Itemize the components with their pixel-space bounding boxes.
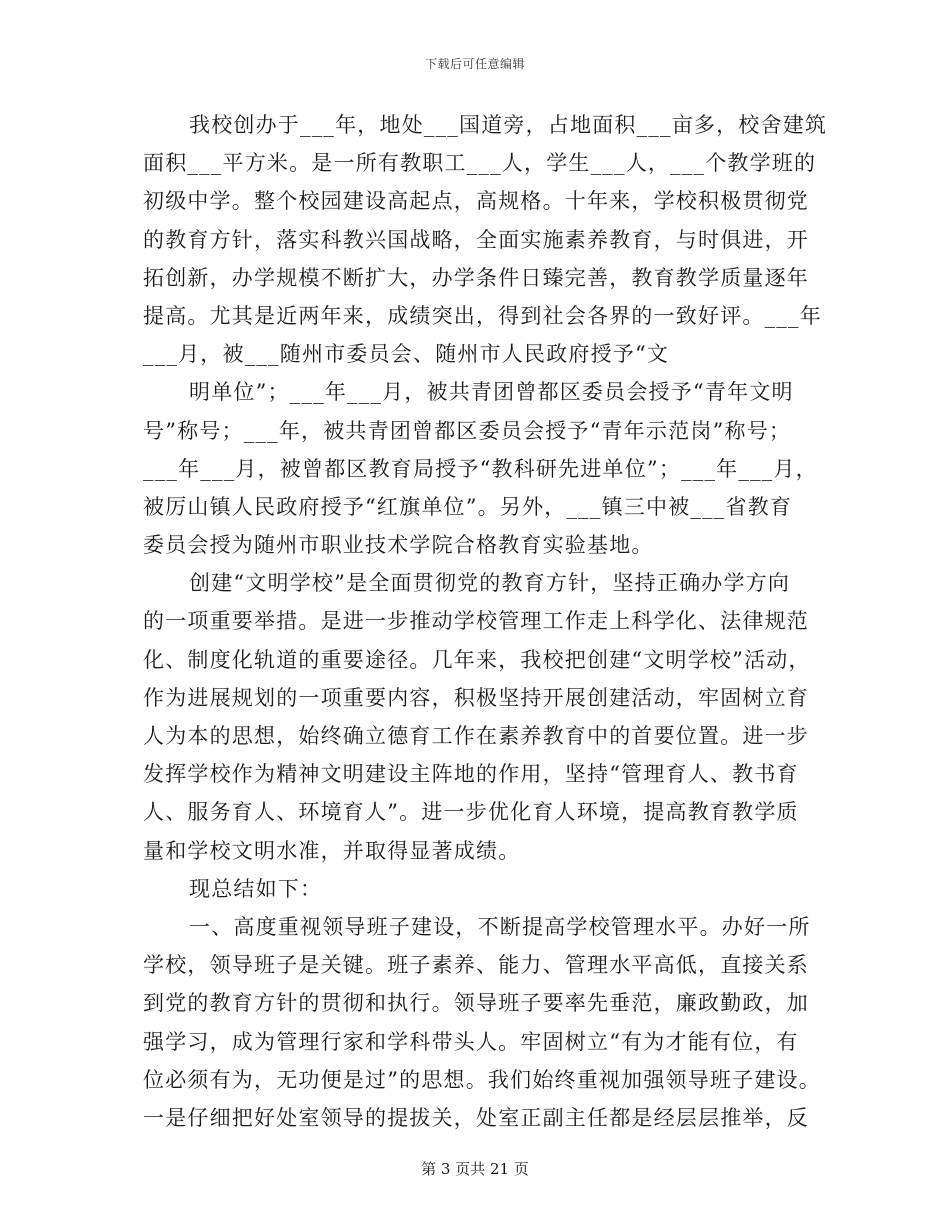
body-line: 化、制度化轨道的重要途径。几年来，我校把创建“文明学校”活动， xyxy=(143,647,811,672)
body-line: 明单位”；___年___月，被共青团曾都区委员会授予“青年文明 xyxy=(189,380,794,405)
document-body xyxy=(143,106,828,1137)
body-line: 现总结如下： xyxy=(189,876,323,901)
body-line: 量和学校文明水准，并取得显著成绩。 xyxy=(143,838,521,863)
body-line: 人为本的思想，始终确立德育工作在素养教育中的首要位置。进一步 xyxy=(143,724,809,748)
body-line: 的教育方针，落实科教兴国战略，全面实施素养教育，与时俱进，开 xyxy=(143,227,809,252)
body-line: ___年___月，被曾都区教育局授予“教科研先进单位”；___年___月， xyxy=(143,456,818,481)
body-line: 到党的教育方针的贯彻和执行。领导班子要率先垂范，廉政勤政，加 xyxy=(143,991,809,1016)
body-line: 提高。尤其是近两年来，成绩突出，得到社会各界的一致好评。___年 xyxy=(143,303,822,328)
body-line: 发挥学校作为精神文明建设主阵地的作用，坚持“管理育人、教书育 xyxy=(143,762,799,787)
body-line: 位必须有为，无功便是过”的思想。我们始终重视加强领导班子建设。 xyxy=(143,1067,821,1092)
body-line: 委员会授为随州市职业技术学院合格教育实验基地。 xyxy=(143,533,654,558)
body-line: 创建“文明学校”是全面贯彻党的教育方针，坚持正确办学方向 xyxy=(189,571,791,596)
page-header: 下载后可任意编辑 xyxy=(424,57,525,71)
page-footer: 第 3 页共 21 页 xyxy=(421,1160,529,1178)
body-line: 一是仔细把好处室领导的提拔关，处室正副主任都是经层层推举，反 xyxy=(143,1105,809,1130)
body-line: 被厉山镇人民政府授予“红旗单位”。另外，___镇三中被___省教育 xyxy=(143,494,793,519)
body-line: 面积___平方米。是一所有教职工___人，学生___人，___个教学班的 xyxy=(143,151,817,176)
body-line: 强学习，成为管理行家和学科带头人。牢固树立“有为才能有位，有 xyxy=(143,1029,799,1054)
body-line: 人、服务育人、环境育人”。进一步优化育人环境，提高教育教学质 xyxy=(143,800,799,825)
body-line: 一、高度重视领导班子建设，不断提高学校管理水平。办好一所 xyxy=(189,914,811,939)
body-line: 拓创新，办学规模不断扩大，办学条件日臻完善，教育教学质量逐年 xyxy=(143,265,809,290)
body-line: 我校创办于___年，地处___国道旁，占地面积___亩多，校舍建筑 xyxy=(189,113,828,137)
body-line: 初级中学。整个校园建设高起点，高规格。十年来，学校积极贯彻党 xyxy=(143,189,809,214)
body-line: ___月，被___随州市委员会、随州市人民政府授予“文 xyxy=(143,342,670,367)
body-line: 学校，领导班子是关键。班子素养、能力、管理水平高低，直接关系 xyxy=(143,953,809,978)
body-line: 作为进展规划的一项重要内容，积极坚持开展创建活动，牢固树立育 xyxy=(143,685,809,710)
body-line: 的一项重要举措。是进一步推动学校管理工作走上科学化、法律规范 xyxy=(143,609,809,634)
body-line: 号”称号；___年，被共青团曾都区委员会授予“青年示范岗”称号； xyxy=(143,418,792,443)
